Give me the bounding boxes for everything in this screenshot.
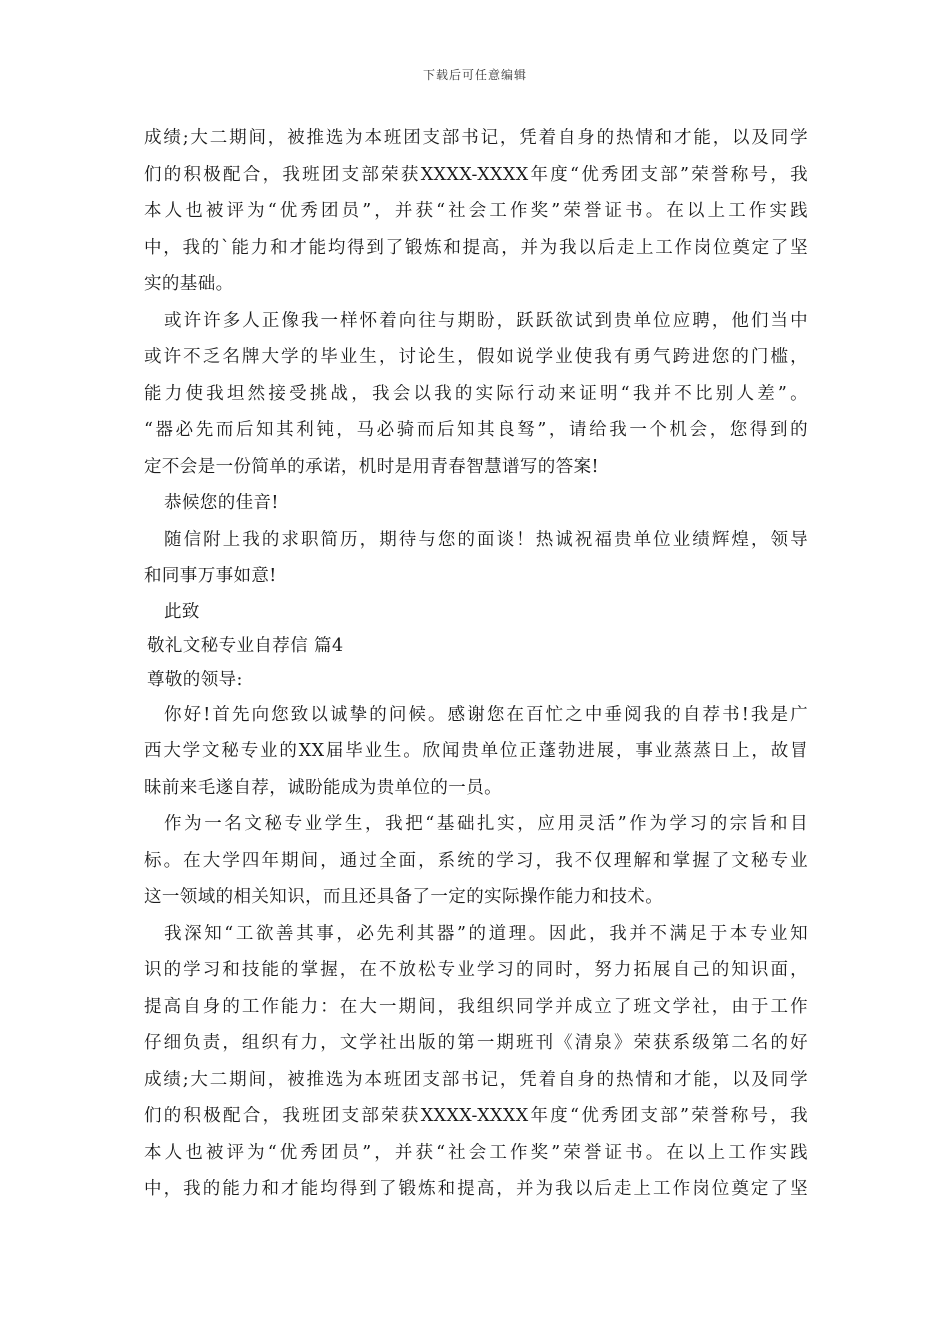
text-line: 或许不乏名牌大学的毕业生，讨论生，假如说学业使我有勇气跨进您的门槛，: [144, 347, 808, 367]
document-body: [144, 120, 808, 1208]
text-line: 本人也被评为“优秀团员”，并获“社会工作奖”荣誉证书。在以上工作实践: [144, 201, 808, 221]
text-line: 本人也被评为“优秀团员”，并获“社会工作奖”荣誉证书。在以上工作实践: [144, 1142, 808, 1163]
text-line: 你好!首先向您致以诚挚的问候。感谢您在百忙之中垂阅我的自荐书!我是广: [164, 704, 808, 725]
text-line: 西大学文秘专业的XX届毕业生。欣闻贵单位正蓬勃进展，事业蒸蒸日上，故冒: [144, 741, 808, 761]
text-line: 中，我的能力和才能均得到了锻炼和提高，并为我以后走上工作岗位奠定了坚: [144, 1179, 808, 1199]
text-line: 成绩;大二期间，被推选为本班团支部书记，凭着自身的热情和才能，以及同学: [144, 128, 808, 148]
text-line: 中，我的`能力和才能均得到了锻炼和提高，并为我以后走上工作岗位奠定了坚: [144, 237, 808, 258]
text-line: 定不会是一份简单的承诺，机时是用青春智慧谱写的答案!: [144, 456, 599, 477]
text-line: “器必先而后知其利钝，马必骑而后知其良驽”，请给我一个机会，您得到的: [144, 420, 808, 440]
page-header: 下载后可任意编辑: [422, 68, 527, 82]
text-line: 识的学习和技能的掌握，在不放松专业学习的同时，努力拓展自己的知识面，: [144, 960, 808, 980]
text-line: 随信附上我的求职简历，期待与您的面谈！热诚祝福贵单位业绩辉煌，领导: [164, 529, 808, 550]
text-line: 成绩;大二期间，被推选为本班团支部书记，凭着自身的热情和才能，以及同学: [144, 1069, 808, 1090]
text-line: 恭候您的佳音!: [164, 493, 279, 513]
text-line: 和同事万事如意!: [144, 566, 277, 586]
text-line: 提高自身的工作能力：在大一期间，我组织同学并成立了班文学社，由于工作: [144, 996, 808, 1017]
text-line: 标。在大学四年期间，通过全面，系统的学习，我不仅理解和掌握了文秘专业: [144, 850, 808, 871]
text-line: 仔细负责，组织有力，文学社出版的第一期班刊《清泉》荣获系级第二名的好: [144, 1033, 808, 1053]
text-line: 昧前来毛遂自荐，诚盼能成为贵单位的一员。: [144, 777, 502, 798]
text-line: 尊敬的领导:: [147, 669, 243, 690]
text-line: 实的基础。: [144, 274, 234, 294]
text-line: 作为一名文秘专业学生，我把“基础扎实，应用灵活”作为学习的宗旨和目: [164, 814, 808, 834]
text-line: 们的积极配合，我班团支部荣获XXXX-XXXX年度“优秀团支部”荣誉称号，我: [144, 164, 808, 185]
text-line: 我深知“工欲善其事，必先利其器”的道理。因此，我并不满足于本专业知: [164, 923, 808, 944]
text-line: 能力使我坦然接受挑战，我会以我的实际行动来证明“我并不比别人差”。: [144, 383, 808, 404]
text-line: 这一领域的相关知识，而且还具备了一定的实际操作能力和技术。: [144, 887, 664, 907]
text-line: 们的积极配合，我班团支部荣获XXXX-XXXX年度“优秀团支部”荣誉称号，我: [144, 1106, 808, 1126]
text-line: 或许许多人正像我一样怀着向往与期盼，跃跃欲试到贵单位应聘，他们当中: [164, 310, 808, 331]
text-line: 敬礼文秘专业自荐信 篇4: [147, 635, 344, 656]
text-line: 此致: [164, 601, 200, 622]
